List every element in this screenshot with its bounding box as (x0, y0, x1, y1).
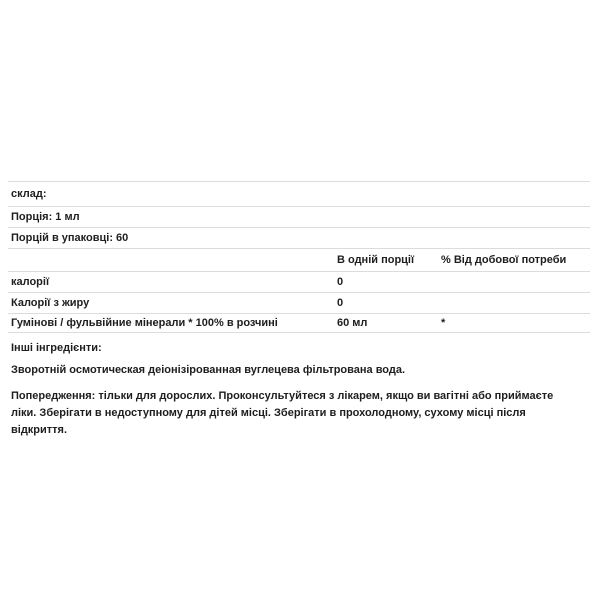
nutrient-amount: 60 мл (337, 317, 368, 329)
other-ingredients-text: Зворотній осмотическая деіонізірованная вуглецева фільтрована вода. (11, 364, 406, 376)
servings-per-container-label: Порцій в упаковці: 60 (11, 232, 129, 244)
serving-size-label: Порція: 1 мл (11, 211, 80, 223)
composition-row (8, 181, 590, 206)
other-ingredients-heading: Інші інгредієнти: (11, 342, 102, 354)
table-row (8, 292, 590, 313)
nutrient-amount: 0 (337, 297, 344, 309)
supplement-facts-table (8, 181, 590, 439)
serving-size-row (8, 206, 590, 227)
servings-per-container-row (8, 227, 590, 248)
table-header-row (8, 248, 590, 271)
nutrient-name: Калорії з жиру (11, 297, 90, 309)
nutrient-amount: 0 (337, 276, 344, 288)
nutrient-daily-value: * (441, 317, 446, 329)
composition-label: склад: (11, 188, 47, 200)
warning-text: Попередження: тільки для дорослих. Проконсультуйтеся з лікарем, якщо ви вагітні або приймаєте ліки. Зберігати в недоступному для дітей місці. Зберігати в прохолодному, сухому місці після відкриття. (11, 390, 554, 436)
nutrient-name: калорії (11, 276, 50, 288)
nutrient-name: Гумінові / фульвійние мінерали * 100% в розчині (11, 317, 278, 329)
daily-value-column-header: % Від добової потреби (441, 254, 567, 266)
table-row (8, 271, 590, 292)
amount-column-header: В одній порції (337, 254, 415, 266)
table-row (8, 313, 590, 333)
